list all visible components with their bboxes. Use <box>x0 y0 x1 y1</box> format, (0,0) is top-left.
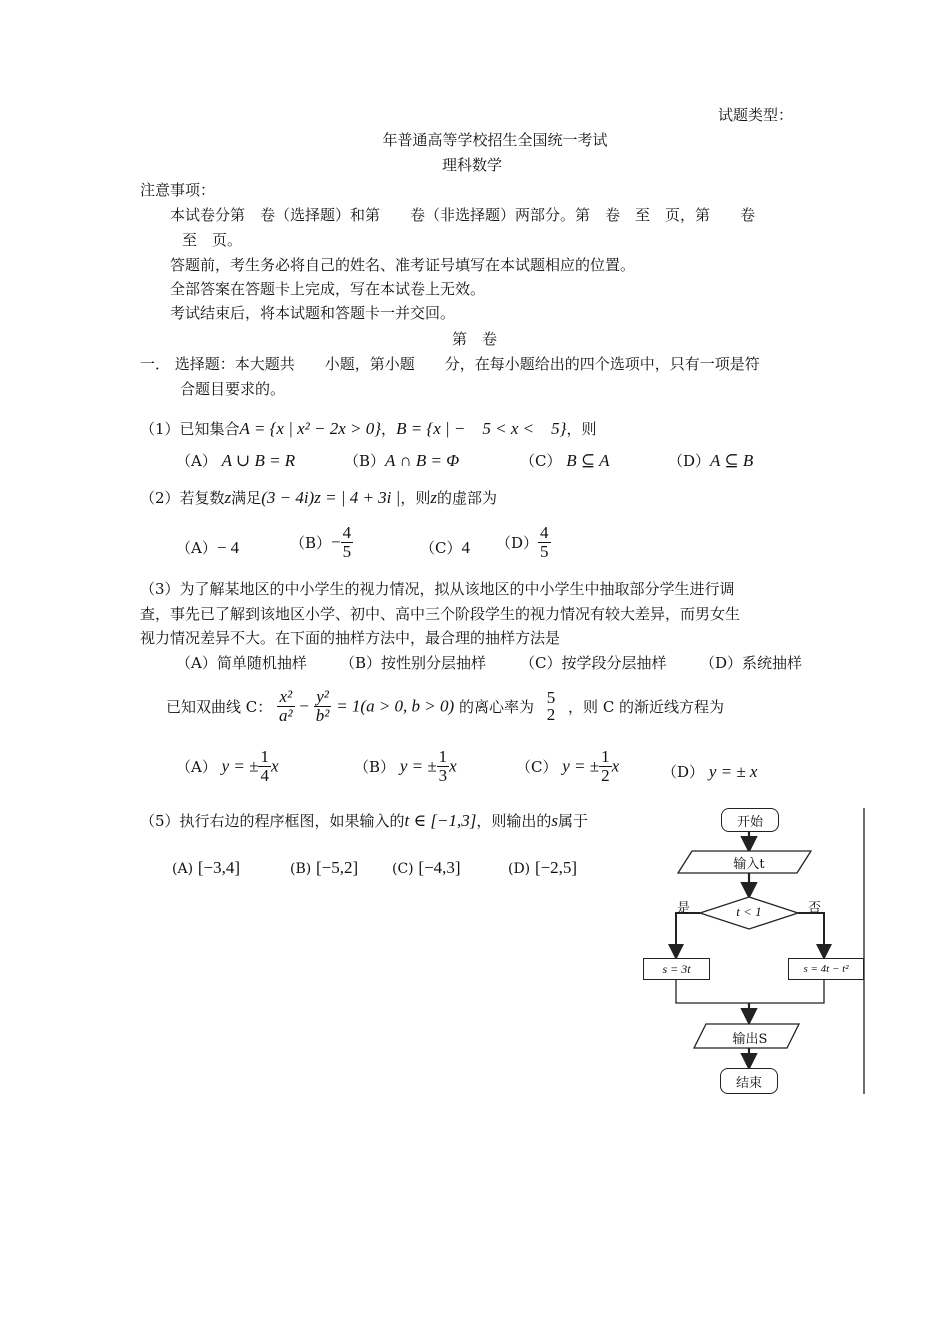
flow-input-label: 输入t <box>733 857 765 872</box>
question-2-stem: （2）若复数z满足(3 − 4i)z = | 4 + 3i |，则z的虚部为 <box>140 488 497 507</box>
q5-option-a: (A) [−3,4] <box>172 858 240 877</box>
notice-item-1-cont: 至 页。 <box>182 231 243 249</box>
q3-option-c: （C）按学段分层抽样 <box>520 654 667 672</box>
q1-set-b: B = {x | − 5 < x < 5} <box>396 419 567 438</box>
q2-option-d: （D） $\frac{4}{5}$ <box>496 523 549 561</box>
q3-option-d: （D）系统抽样 <box>700 654 803 672</box>
q2-option-a: （A）− 4 <box>176 538 240 557</box>
q3-option-b: （B）按性别分层抽样 <box>340 654 487 672</box>
question-1-stem: （1）已知集合A = {x | x² − 2x > 0}，B = {x | − 5 < x < 5}，则 <box>140 419 597 438</box>
flow-box-s-3t: s = 3t <box>643 958 710 980</box>
flow-output-label: 输出S <box>732 1032 768 1047</box>
q4-option-c: （C） y = ± $\frac{1}{2}$ x <box>516 747 620 785</box>
exam-subject: 理科数学 <box>442 156 503 174</box>
q2-option-c: （C）4 <box>420 538 470 557</box>
section-instructions-cont: 合题目要求的。 <box>180 380 286 398</box>
q5-option-d: (D) [−2,5] <box>508 858 578 877</box>
q1-option-c: （C） B ⊆ A <box>520 451 610 470</box>
q5-option-c: (C) [−4,3] <box>392 858 461 877</box>
notice-item-3: 全部答案在答题卡上完成，写在本试卷上无效。 <box>170 280 486 298</box>
question-3-line-1: （3）为了解某地区的中小学生的视力情况，拟从该地区的中小学生中抽取部分学生进行调 <box>140 580 735 598</box>
question-3-line-3: 视力情况差异不大。在下面的抽样方法中，最合理的抽样方法是 <box>140 629 561 647</box>
exam-type-label: 试题类型： <box>718 106 794 124</box>
q5-option-b: (B) [−5,2] <box>290 858 359 877</box>
flow-end: 结束 <box>720 1068 778 1094</box>
flow-box-s-4t-t2: s = 4t − t² <box>788 958 864 980</box>
q2-equation: (3 − 4i)z = | 4 + 3i | <box>261 488 401 507</box>
question-4-stem: 已知双曲线 C： $\frac{\text{x²}}{\text{a²}}$ − $\frac{\text{y²}}{\text{b²}}$ = 1(a > 0, b > 0) 的离心率为 5 2 ，则 C 的渐近线方程为 <box>166 687 725 725</box>
q1-option-b: （B）A ∩ B = Φ <box>344 451 460 470</box>
flow-decision-label: t < 1 <box>736 904 762 919</box>
flow-no-label: 否 <box>808 901 822 916</box>
notice-item-1: 本试卷分第 卷（选择题）和第 卷（非选择题）两部分。第 卷 至 页，第 卷 <box>170 206 756 224</box>
q5-condition: t ∈ [−1,3] <box>404 811 477 830</box>
q1-option-d: （D）A ⊆ B <box>668 451 754 470</box>
q3-option-a: （A）简单随机抽样 <box>176 654 307 672</box>
flow-yes-label: 是 <box>677 901 691 916</box>
question-3-line-2: 查，事先已了解到该地区小学、初中、高中三个阶段学生的视力情况有较大差异，而男女生 <box>140 605 741 623</box>
q4-option-d: （D） y = ± x <box>662 762 758 781</box>
section-title: 第 卷 <box>452 330 498 348</box>
q1-option-a: （A） A ∪ B = R <box>176 451 296 470</box>
notice-item-2: 答题前，考生务必将自己的姓名、准考证号填写在本试题相应的位置。 <box>170 256 636 274</box>
q4-option-a: （A） y = ± $\frac{1}{4}$ x <box>176 747 279 785</box>
exam-title: 年普通高等学校招生全国统一考试 <box>382 131 608 149</box>
q4-option-b: （B） y = ± $\frac{1}{3}$ x <box>354 747 457 785</box>
section-instructions: 一． 选择题：本大题共 小题，第小题 分，在每小题给出的四个选项中，只有一项是符 <box>140 355 760 373</box>
notice-item-4: 考试结束后，将本试题和答题卡一并交回。 <box>170 304 456 322</box>
q2-option-b: （B）− $\frac{4}{5}$ <box>290 523 352 561</box>
notice-heading: 注意事项： <box>140 181 216 199</box>
question-5-stem: （5）执行右边的程序框图，如果输入的t ∈ [−1,3]，则输出的s属于 <box>140 811 588 830</box>
flow-start: 开始 <box>721 808 779 832</box>
q1-set-a: A = {x | x² − 2x > 0} <box>239 419 382 438</box>
